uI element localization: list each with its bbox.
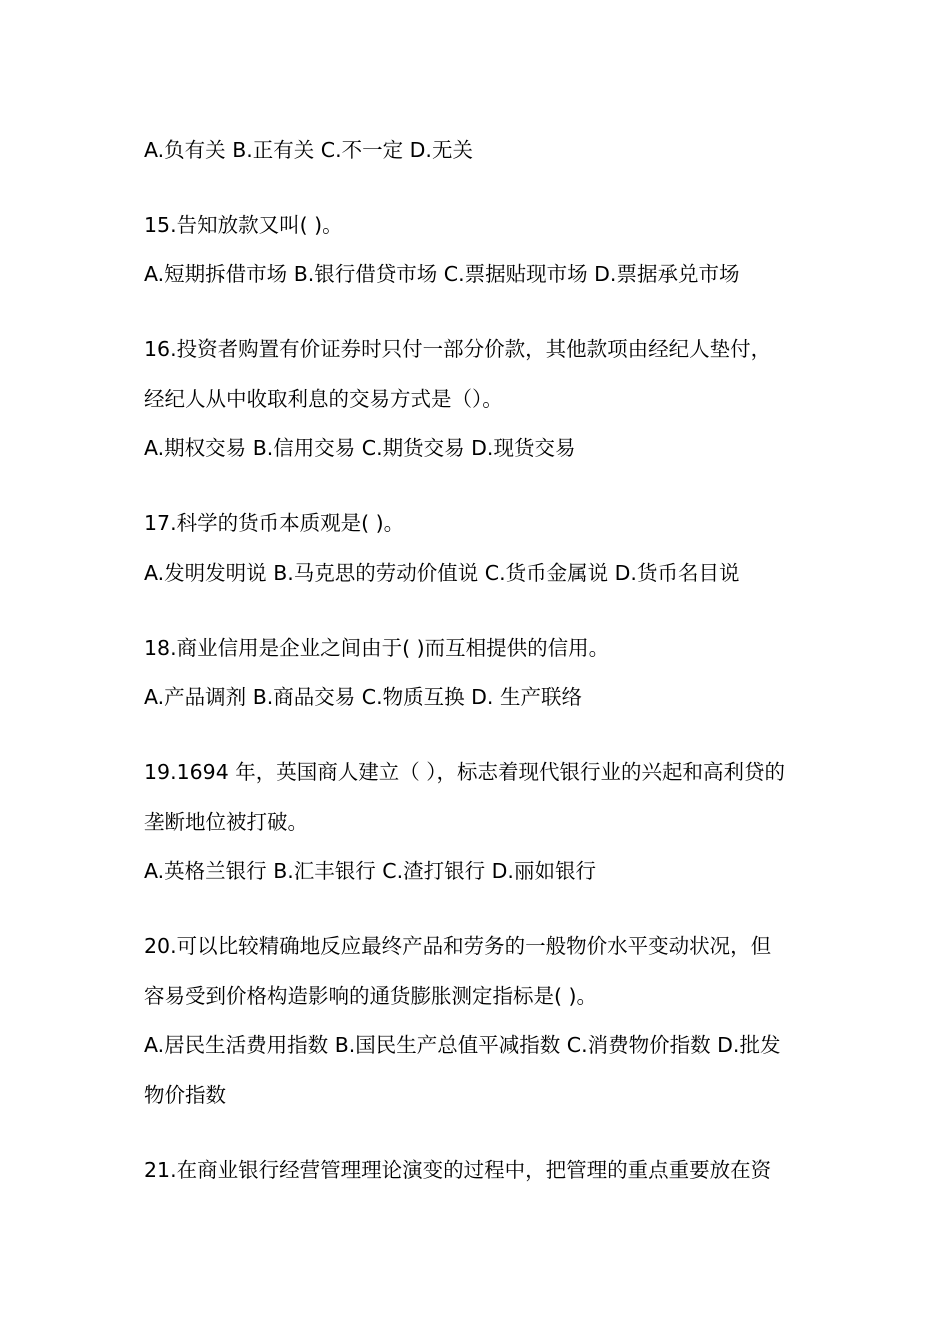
q15-options: A.短期拆借市场 B.银行借贷市场 C.票据贴现市场 D.票据承兑市场 xyxy=(144,262,740,286)
q16-options: A.期权交易 B.信用交易 C.期货交易 D.现货交易 xyxy=(144,436,576,460)
q16-question-line1: 16.投资者购置有价证券时只付一部分价款，其他款项由经纪人垫付， xyxy=(144,337,772,361)
q19-question-line1: 19.1694 年，英国商人建立（ ），标志着现代银行业的兴起和高利贷的 xyxy=(144,760,786,784)
q21-question-line1: 21.在商业银行经营管理理论演变的过程中，把管理的重点重要放在资 xyxy=(144,1158,772,1182)
q17-question: 17.科学的货币本质观是( )。 xyxy=(144,511,405,535)
q19-options: A.英格兰银行 B.汇丰银行 C.渣打银行 D.丽如银行 xyxy=(144,859,596,883)
q20-options-line1: A.居民生活费用指数 B.国民生产总值平减指数 C.消费物价指数 D.批发 xyxy=(144,1033,781,1057)
q16-question-line2: 经纪人从中收取利息的交易方式是（）。 xyxy=(144,387,503,411)
q14-options: A.负有关 B.正有关 C.不一定 D.无关 xyxy=(144,138,473,162)
q20-question-line2: 容易受到价格构造影响的通货膨胀测定指标是( )。 xyxy=(144,984,598,1008)
q20-question-line1: 20.可以比较精确地反应最终产品和劳务的一般物价水平变动状况，但 xyxy=(144,934,772,958)
q15-question: 15.告知放款又叫( )。 xyxy=(144,213,343,237)
q17-options: A.发明发明说 B.马克思的劳动价值说 C.货币金属说 D.货币名目说 xyxy=(144,561,740,585)
q18-question: 18.商业信用是企业之间由于( )而互相提供的信用。 xyxy=(144,636,610,660)
q18-options: A.产品调剂 B.商品交易 C.物质互换 D. 生产联络 xyxy=(144,685,582,709)
q20-options-line2: 物价指数 xyxy=(144,1083,226,1107)
q19-question-line2: 垄断地位被打破。 xyxy=(144,810,308,834)
